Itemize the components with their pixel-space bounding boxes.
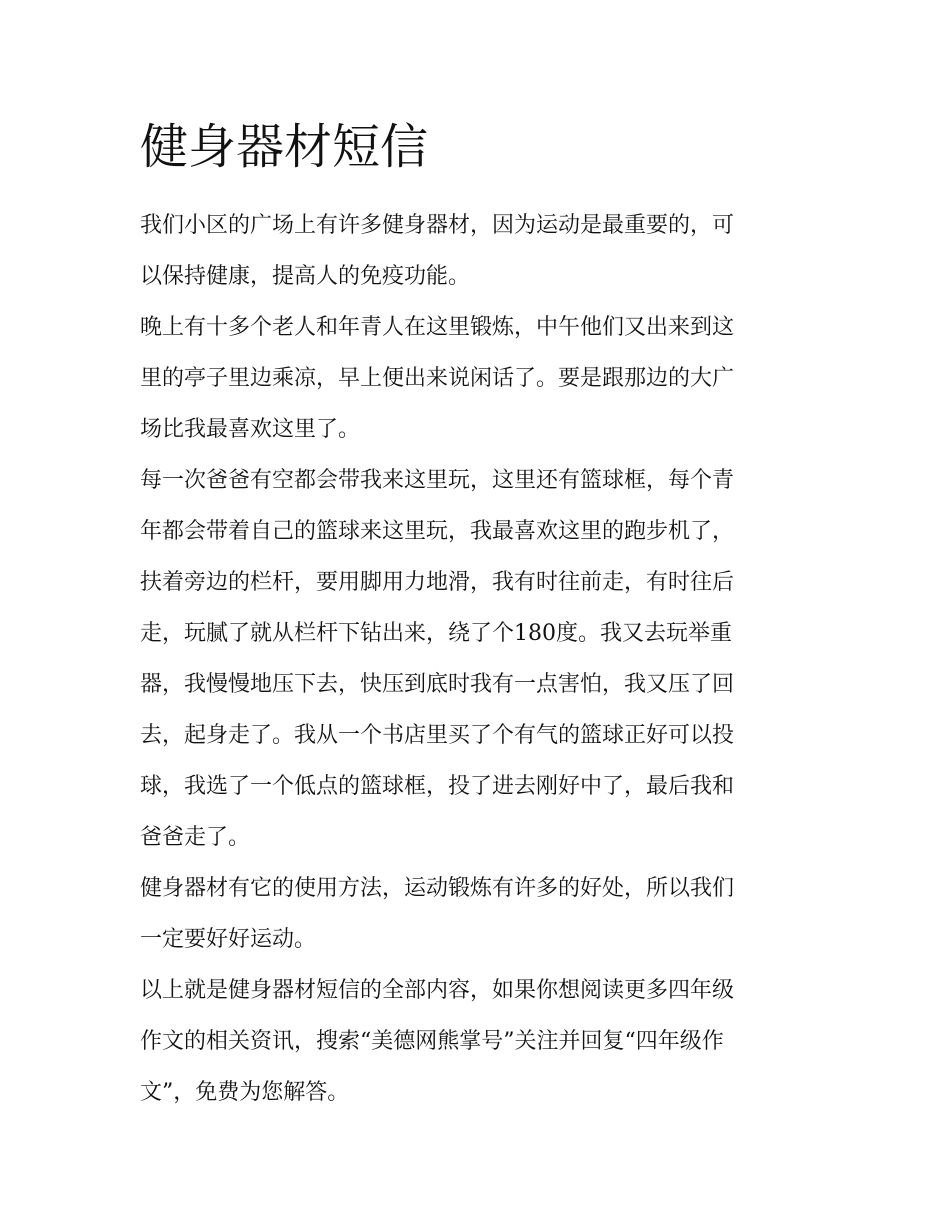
text-line: 一定要好好运动。 (140, 927, 317, 952)
text-line: 扶着旁边的栏杆，要用脚用力地滑，我有时往前走，有时往后 (140, 570, 735, 595)
article-body (140, 200, 816, 1118)
article (140, 112, 816, 1118)
paragraph-4 (140, 863, 816, 965)
text-line: 走，玩腻了就从栏杆下钻出来，绕了个180度。我又去玩举重 (140, 621, 732, 646)
text-line: 去，起身走了。我从一个书店里买了个有气的篮球正好可以投 (140, 723, 735, 748)
text-line: 球，我选了一个低点的篮球框，投了进去刚好中了，最后我和 (140, 774, 735, 799)
paragraph-2 (140, 302, 816, 455)
text-line: 健身器材有它的使用方法，运动锻炼有许多的好处，所以我们 (140, 876, 735, 901)
text-line: 爸爸走了。 (140, 825, 251, 850)
paragraph-5 (140, 965, 816, 1118)
paragraph-1 (140, 200, 816, 302)
text-line: 以保持健康，提高人的免疫功能。 (140, 264, 471, 289)
text-line: 年都会带着自己的篮球来这里玩，我最喜欢这里的跑步机了， (140, 519, 735, 544)
text-line: 场比我最喜欢这里了。 (140, 417, 361, 442)
paragraph-3 (140, 455, 816, 863)
text-line: 器，我慢慢地压下去，快压到底时我有一点害怕，我又压了回 (140, 672, 735, 697)
text-line: 文”，免费为您解答。 (140, 1080, 350, 1105)
text-line: 里的亭子里边乘凉，早上便出来说闲话了。要是跟那边的大广 (140, 366, 735, 391)
text-line: 每一次爸爸有空都会带我来这里玩，这里还有篮球框，每个青 (140, 468, 735, 493)
text-line: 我们小区的广场上有许多健身器材，因为运动是最重要的，可 (140, 213, 735, 238)
text-line: 以上就是健身器材短信的全部内容，如果你想阅读更多四年级 (140, 978, 735, 1003)
article-title: 健身器材短信 (140, 119, 429, 175)
text-line: 作文的相关资讯，搜索“美德网熊掌号”关注并回复“四年级作 (140, 1029, 724, 1054)
text-line: 晚上有十多个老人和年青人在这里锻炼，中午他们又出来到这 (140, 315, 735, 340)
